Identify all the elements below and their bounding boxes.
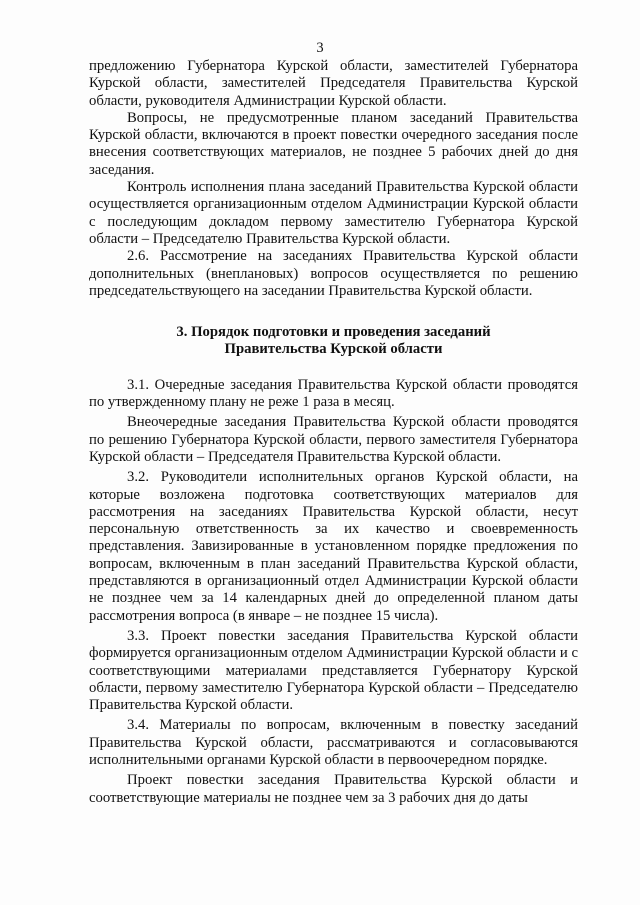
section-3-heading-line-1: 3. Порядок подготовки и проведения заседаний (176, 324, 491, 341)
section-3-heading (89, 324, 578, 359)
document-body (89, 58, 578, 807)
paragraph-3-1: 3.1. Очередные заседания Правительства Курской области проводятся по утвержденному плану не реже 1 раза в месяц. (89, 376, 578, 411)
paragraph-2-6: 2.6. Рассмотрение на заседаниях Правительства Курской области дополнительных (внеплановых) вопросов осуществляется по решению председательствующего на заседании Правительства Курской области. (89, 248, 578, 299)
paragraph-continuation: предложению Губернатора Курской области, заместителей Губернатора Курской области, заместителей Председателя Правительства Курской области, руководителя Администрации Курской области. (89, 58, 578, 109)
paragraph-unplanned-questions: Вопросы, не предусмотренные планом заседаний Правительства Курской области, включаются в проект повестки очередного заседания после внесения соответствующих материалов, не позднее 5 рабочих дней до дня заседания. (89, 109, 578, 178)
paragraph-3-4: 3.4. Материалы по вопросам, включенным в повестку заседаний Правительства Курской области, рассматриваются и согласовываются исполнительными органами Курской области в первоочередном порядке. (89, 717, 578, 768)
paragraph-3-3: 3.3. Проект повестки заседания Правительства Курской области формируется организационным отделом Администрации Курской области и с соответствующими материалами представляется Губернатору Курской области, первому заместителю Губернатора Курской области – Председателю Правительства Курской области. (89, 627, 578, 714)
paragraph-agenda-materials: Проект повестки заседания Правительства Курской области и соответствующие материалы не позднее чем за 3 рабочих дня до даты (89, 772, 578, 806)
paragraph-3-2: 3.2. Руководители исполнительных органов Курской области, на которые возложена подготовка соответствующих материалов для рассмотрения на заседаниях Правительства Курской области, несут персональную ответственность за их качество и своевременность представления. Завизированные в установленном порядке предложения по вопросам, включенным в план заседаний Правительства Курской области, представляются в организационный отдел Администрации Курской области не позднее чем за 14 календарных дней до определенной планом даты рассмотрения вопроса (в январе – не позднее 15 числа). (89, 469, 578, 624)
section-3-heading-line-2: Правительства Курской области (224, 341, 443, 358)
paragraph-plan-control: Контроль исполнения плана заседаний Правительства Курской области осуществляется организационным отделом Администрации Курской области с последующим докладом первому заместителю Губернатора Курской области – Председателю Правительства Курской области. (89, 179, 578, 247)
page-number: 3 (316, 40, 324, 56)
paragraph-extraordinary-meetings: Внеочередные заседания Правительства Курской области проводятся по решению Губернатора Курской области, первого заместителя Губернатора Курской области – Председателя Правительства Курской области. (89, 414, 578, 465)
